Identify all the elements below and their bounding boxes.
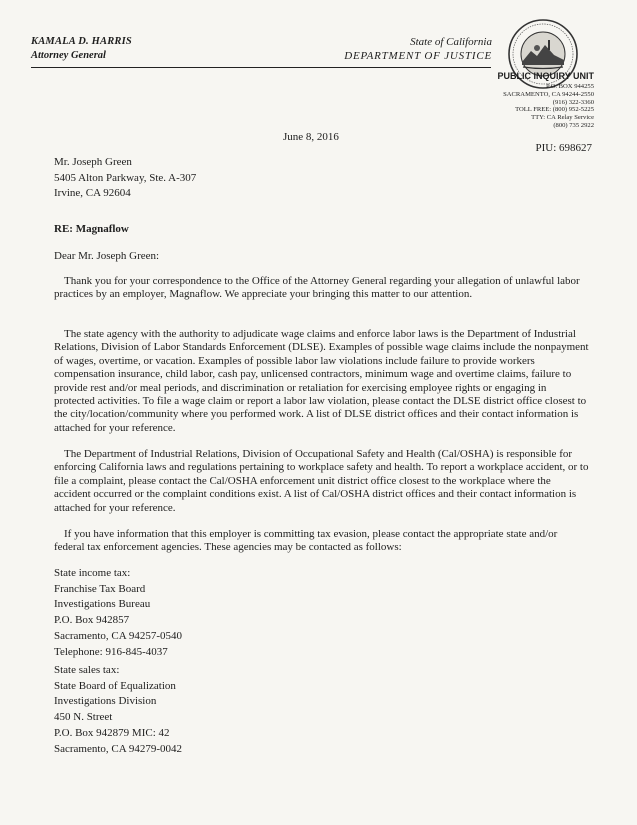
subject-line: RE: Magnaflow [54,223,129,235]
recipient-name: Mr. Joseph Green [54,156,132,168]
recipient-address [54,155,196,202]
paragraph-cal-osha: The Department of Industrial Relations, Division of Occupational Safety and Health (Cal/OSHA) is responsible for enforcing California laws and regulations pertaining to workplace safety and health. To report a workplace accident, or to file a complaint, please contact the Cal/OSHA enforcement unit district office closest to the workplace where the accident occurred or the complaint conditions exist. A list of Cal/OSHA district offices and their contact information is attached for your reference. [54,448,589,514]
department-name: DEPARTMENT OF JUSTICE [344,50,492,62]
unit-tty-line: TTY: CA Relay Service [531,114,594,122]
paragraph-tax-evasion: If you have information that this employer is committing tax evasion, please contact the appropriate state and/or federal tax enforcement agencies. These agencies may be contacted as follows: [54,528,558,554]
official-name: KAMALA D. HARRIS [31,36,132,47]
contact-line: Investigations Division [54,695,157,708]
official-title: Attorney General [31,50,106,61]
salutation: Dear Mr. Joseph Green: [54,250,160,262]
contact-block-sales-tax [54,663,182,757]
piu-number: PIU: 698627 [535,142,592,154]
contact-line: Telephone: 916-845-4037 [54,645,168,658]
unit-tty-number-line: (800) 735 2922 [553,121,594,129]
contact-heading: State income tax: [54,567,131,579]
contact-line: Franchise Tax Board [54,582,146,595]
contact-line: Sacramento, CA 94279-0042 [54,742,183,755]
paragraph-intro: Thank you for your correspondence to the Office of the Attorney General regarding your allegation of unlawful labor practices by an employer, Magnaflow. We appreciate your bringing this matter to our attention. [54,275,580,301]
contact-line: Sacramento, CA 94257-0540 [54,629,183,642]
paragraph-dlse: The state agency with the authority to adjudicate wage claims and enforce labor laws is the Department of Industrial Relations, Division of Labor Standards Enforcement (DLSE). Examples of possible wage claims include the nonpayment of wages, overtime, or vacation. Examples of possible labor law violations include failure to provide workers compensation insurance, child labor, cash pay, unlicensed contractors, minimum wage and overtime claims, failure to provide rest and/or meal periods, and discrimination or retaliation for exercising employee rights or engaging in protected activities. To file a wage claim or report a labor law violation, please contact the DLSE district office closest to the city/location/community where you performed work. A list of DLSE district offices and their contact information is attached for your reference. [54,328,589,434]
recipient-street: 5405 Alton Parkway, Ste. A-307 [54,171,197,184]
unit-address-line: P.O. BOX 944255 [546,83,594,90]
contact-line: Investigations Bureau [54,598,151,611]
unit-phone-line: (916) 322-3360 [552,98,594,106]
recipient-city: Irvine, CA 92604 [54,187,131,199]
header-rule [31,67,491,68]
contact-line: State Board of Equalization [54,679,176,692]
unit-tollfree-line: TOLL FREE: (800) 952-5225 [515,106,594,114]
state-name: State of California [410,36,492,48]
unit-city-line: SACRAMENTO, CA 94244-2550 [503,90,594,98]
contact-line: P.O. Box 942857 [54,614,130,627]
contact-heading: State sales tax: [54,664,120,676]
contact-block-income-tax [54,566,182,660]
letter-date: June 8, 2016 [283,131,339,143]
contact-line: P.O. Box 942879 MIC: 42 [54,726,170,739]
public-inquiry-unit [497,72,594,130]
contact-line: 450 N. Street [54,711,113,724]
unit-title: PUBLIC INQUIRY UNIT [497,71,594,81]
